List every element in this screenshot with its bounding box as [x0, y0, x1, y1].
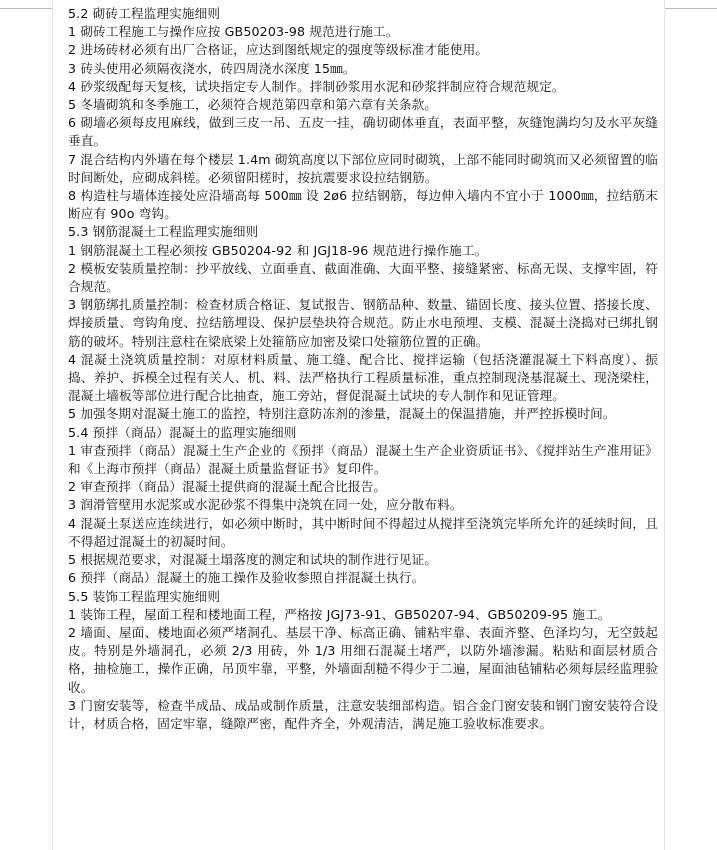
paragraph: 5 加强冬期对混凝土施工的监控，特别注意防冻剂的渗量，混凝土的保温措施，并严控拆模时间。: [68, 406, 616, 422]
paragraph: 5 根据规范要求，对混凝土塌落度的测定和试块的制作进行见证。: [68, 552, 438, 568]
paragraph: 6 预拌（商品）混凝土的施工操作及验收参照自拌混凝土执行。: [68, 570, 425, 586]
paragraph: 4 混凝土泵送应连续进行，如必须中断时，其中断时间不得超过从搅拌至浇筑完毕所允许的延续时间，且不得超过混凝土的初凝时间。: [68, 515, 658, 549]
paragraph: 1 钢筋混凝土工程必须按 GB50204-92 和 JGJ18-96 规范进行操作施工。: [68, 242, 488, 258]
paragraph: 8 构造柱与墙体连接处应沿墙高每 500㎜ 设 2ø6 拉结钢筋，每边伸入墙内不宜小于 1000㎜，拉结筋末断应有 90o 弯钩。: [68, 188, 658, 222]
document-body: [68, 5, 658, 733]
paragraph: 3 润滑管壁用水泥浆或水泥砂浆不得集中浇筑在同一处，应分散布料。: [68, 497, 463, 513]
paragraph: 7 混合结构内外墙在每个楼层 1.4m 砌筑高度以下部位应同时砌筑，上部不能同时砌筑而又必须留置的临时间断处，应砌成斜槎。必须留阳槎时，按抗震要求设拉结钢筋。: [68, 151, 658, 185]
margin-guide-left: [52, 0, 53, 850]
paragraph: 1 砌砖工程施工与操作应按 GB50203-98 规范进行施工。: [68, 24, 399, 40]
margin-guide-right: [664, 0, 665, 850]
paragraph: 3 砖头使用必须隔夜浇水，砖四周浇水深度 15㎜。: [68, 60, 356, 76]
section-heading-5-4: 5.4 预拌（商品）混凝土的监理实施细则: [68, 424, 297, 440]
paragraph: 4 砂浆级配每天复核，试块指定专人制作。拌制砂浆用水泥和砂浆拌制应符合规范规定。: [68, 78, 565, 94]
crop-mark-top-right: [664, 0, 717, 9]
paragraph: 2 进场砖材必须有出厂合格证，应达到图纸规定的强度等级标准才能使用。: [68, 42, 489, 58]
paragraph: 3 门窗安装等，检查半成品、成品或制作质量，注意安装细部构造。铝合金门窗安装和钢门窗安装符合设计，材质合格，固定牢靠，缝隙严密，配件齐全，外观清洁，满足施工验收标准要求。: [68, 697, 658, 731]
paragraph: 2 模板安装质量控制：抄平放线、立面垂直、截面准确、大面平整、接缝紧密、标高无误、支撑牢固，符合规范。: [68, 260, 658, 295]
paragraph: 4 混凝土浇筑质量控制：对原材料质量、施工缝、配合比、搅拌运输（包括浇灌混凝土下料高度）、振捣、养护、拆模全过程有关人、机、料、法严格执行工程质量标准，重点控制现浇基混凝土、现浇梁柱，混凝土墙板等部位进行配合比抽查，施工旁站，督促混凝土试块的专人制作和见证管理。: [68, 351, 658, 404]
paragraph: 6 砌墙必须每皮甩麻线，做到三皮一吊、五皮一挂，确切砌体垂直，表面平整，灰缝饱满均匀及水平灰缝垂直。: [68, 115, 658, 149]
paragraph: 1 装饰工程，屋面工程和楼地面工程，严格按 JGJ73-91、GB50207-94、GB50209-95 施工。: [68, 606, 611, 622]
section-heading-5-2: 5.2 砌砖工程监理实施细则: [68, 6, 221, 21]
section-heading-5-3: 5.3 钢筋混凝土工程监理实施细则: [68, 224, 259, 240]
paragraph: 5 冬墙砌筑和冬季施工，必须符合规范第四章和第六章有关条款。: [68, 97, 438, 113]
paragraph: 1 审查预拌（商品）混凝土生产企业的《预拌（商品）混凝土生产企业资质证书》、《搅拌站生产准用证》和《上海市预拌（商品）混凝土质量监督证书》复印件。: [68, 442, 658, 477]
paragraph: 2 墙面、屋面、楼地面必须严堵洞孔、基层干净、标高正确、铺粘牢靠、表面齐整、色泽均匀，无空鼓起皮。特别是外墙洞孔，必须 2/3 用砖，外 1/3 用细石混凝土堵严，以防外墙渗漏。粘贴和面层材质合格，抽检施工，操作正确，吊顶牢靠，平整，外墙面刮糙不得少于二遍，屋面油毡铺粘必须每层经监理验收。: [68, 624, 658, 695]
section-heading-5-5: 5.5 装饰工程监理实施细则: [68, 588, 221, 604]
paragraph: 2 审查预拌（商品）混凝土提供商的混凝土配合比报告。: [68, 479, 387, 495]
paragraph: 3 钢筋绑扎质量控制：检查材质合格证、复试报告、钢筋品种、数量、锚固长度、接头位置、搭接长度、焊接质量、弯钩角度、拉结筋埋设、保护层垫块符合规范。防止水电预埋、支模、混凝土浇捣对已绑扎钢筋的破坏。特别注意柱在梁底梁上处箍筋应加密及梁口处箍筋位置的正确。: [68, 297, 658, 349]
crop-mark-top-left: [0, 0, 53, 9]
